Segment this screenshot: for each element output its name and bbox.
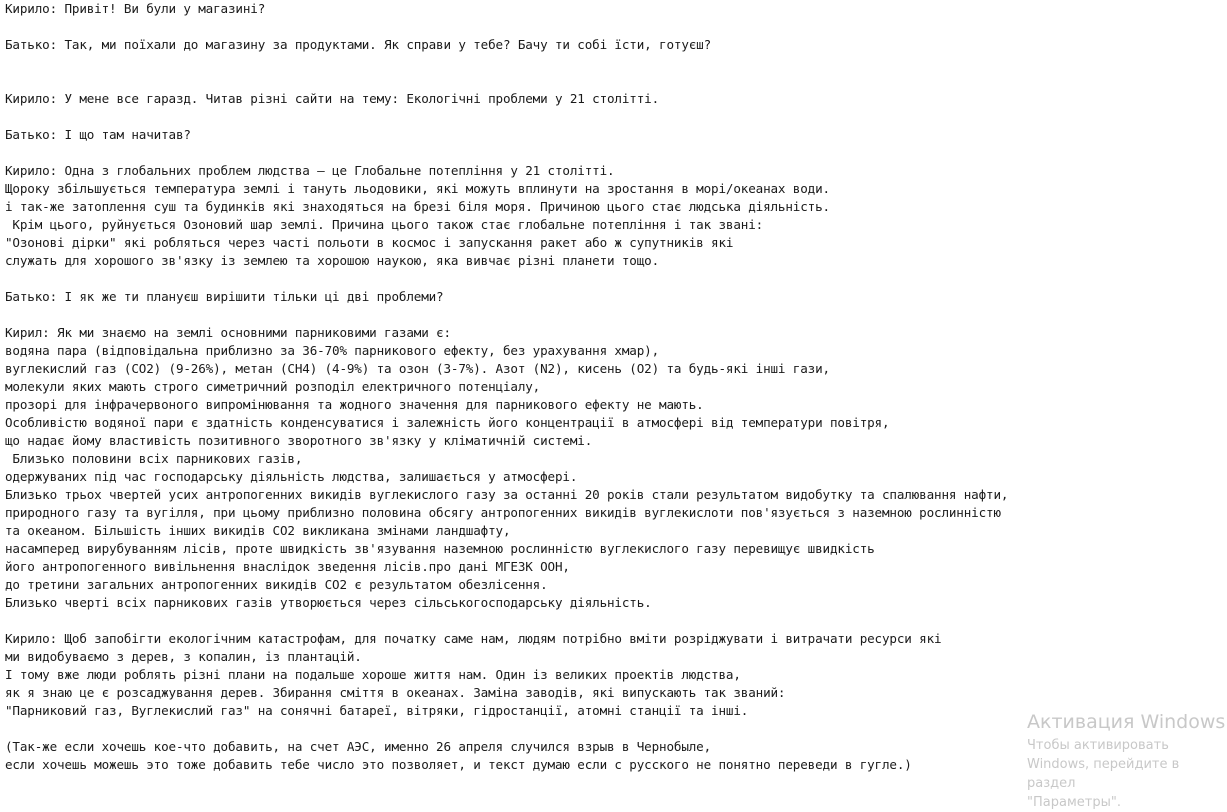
watermark-line-1: Чтобы активировать Windows, перейдите в раздел [1027, 738, 1180, 791]
text-line: Щороку збільшується температура землі і тануть льодовики, які можуть вплинути на зростання в морі/океанах води. [5, 181, 830, 196]
text-line: если хочешь можешь это тоже добавить тебе число это позволяет, и текст думаю если с русского не понятно переведи в гугле.) [5, 757, 912, 772]
text-line: (Так-же если хочешь кое-что добавить, на счет АЭС, именно 26 апреля случился взрыв в Чернобыле, [5, 739, 712, 754]
text-line: та океаном. Більшість інших викидів CO2 викликана змінами ландшафту, [5, 523, 511, 538]
text-line: "Парниковий газ, Вуглекислий газ" на сонячні батареї, вітряки, гідростанції, атомні станції та інші. [5, 703, 749, 718]
text-line [5, 612, 1105, 630]
text-line: що надає йому властивість позитивного зворотного зв'язку у кліматичній системі. [5, 433, 593, 448]
text-line: вуглекислий газ (CO2) (9-26%), метан (CH4) (4-9%) та озон (3-7%). Азот (N2), кисень (O2) та будь-які інші гази, [5, 361, 830, 376]
text-line [5, 270, 1105, 288]
text-line [5, 72, 1105, 90]
text-line: насамперед вирубуванням лісів, проте швидкість зв'язування наземною рослинністю вуглекислого газу перевищує швидкість [5, 541, 875, 556]
text-line: Особливістю водяної пари є здатність конденсуватися і залежність його концентрації в атмосфері від температури повітря, [5, 415, 890, 430]
windows-activation-watermark [1027, 708, 1227, 812]
text-line [5, 306, 1105, 324]
text-line: Близько половини всіх парникових газів, [5, 451, 303, 466]
watermark-title: Активация Windows [1027, 711, 1226, 733]
text-line: І тому вже люди роблять різні плани на подальше хороше життя нам. Один із великих проектів людства, [5, 667, 741, 682]
text-line: одержуваних під час господарську діяльність людства, залишається у атмосфері. [5, 469, 578, 484]
text-line [5, 720, 1105, 738]
text-line: "Озонові дірки" які робляться через часті польоти в космос і запускання ракет або ж супутників які [5, 235, 734, 250]
text-line: Близько чверті всіх парникових газів утворюється через сільськогосподарську діяльність. [5, 595, 652, 610]
text-line: і так-же затоплення суш та будинків які знаходяться на брезі біля моря. Причиною цього стає людська діяльність. [5, 199, 830, 214]
text-line: Батько: Так, ми поїхали до магазину за продуктами. Як справи у тебе? Бачу ти собі їсти, готуєш? [5, 37, 712, 52]
text-line: природного газу та вугілля, при цьому приблизно половина обсягу антропогенних викидів вуглекислоти пов'язується з наземною рослинністю [5, 505, 1001, 520]
text-line: Кирило: У мене все гаразд. Читав різні сайти на тему: Екологічні проблеми у 21 столітті. [5, 91, 660, 106]
text-line: ми видобуваємо з дерев, з копалин, із плантацій. [5, 649, 362, 664]
text-line [5, 18, 1105, 36]
text-line: молекули яких мають строго симетричний розподіл електричного потенціалу, [5, 379, 541, 394]
text-line: Батько: І як же ти плануєш вирішити тільки ці дві проблеми? [5, 289, 444, 304]
text-line: Близько трьох чвертей усих антропогенних викидів вуглекислого газу за останні 20 років стали результатом видобутку та спалювання нафти, [5, 487, 1009, 502]
watermark-line-2: "Параметры". [1027, 795, 1121, 810]
text-line: Кирило: Щоб запобігти екологічним катастрофам, для початку саме нам, людям потрібно вміти розріджувати і витрачати ресурси які [5, 631, 942, 646]
text-line: прозорі для інфрачервоного випромінювання та жодного значення для парникового ефекту не мають. [5, 397, 704, 412]
text-line: Кирил: Як ми знаємо на землі основними парниковими газами є: [5, 325, 451, 340]
text-line: Кирило: Привіт! Ви були у магазині? [5, 1, 266, 16]
text-line: як я знаю це є розсаджування дерев. Збирання сміття в океанах. Заміна заводів, які випускають так званий: [5, 685, 786, 700]
text-line: Батько: І що там начитав? [5, 127, 191, 142]
document-text[interactable] [5, 0, 1105, 774]
text-line: служать для хорошого зв'язку із землею та хорошою наукою, яка вивчає різні планети тощо. [5, 253, 660, 268]
text-line: Крім цього, руйнується Озоновий шар землі. Причина цього також стає глобальне потепління і так звані: [5, 217, 764, 232]
text-line [5, 144, 1105, 162]
text-line: його антропогенного вивільнення внаслідок зведення лісів.про дані МГЕЗК ООН, [5, 559, 570, 574]
text-line [5, 54, 1105, 72]
text-line: водяна пара (відповідальна приблизно за 36-70% парникового ефекту, без урахування хмар), [5, 343, 660, 358]
text-line [5, 108, 1105, 126]
text-line: Кирило: Одна з глобальних проблем людства – це Глобальне потепління у 21 столітті. [5, 163, 615, 178]
text-line: до третини загальних антропогенних викидів CO2 є результатом обезлісення. [5, 577, 548, 592]
